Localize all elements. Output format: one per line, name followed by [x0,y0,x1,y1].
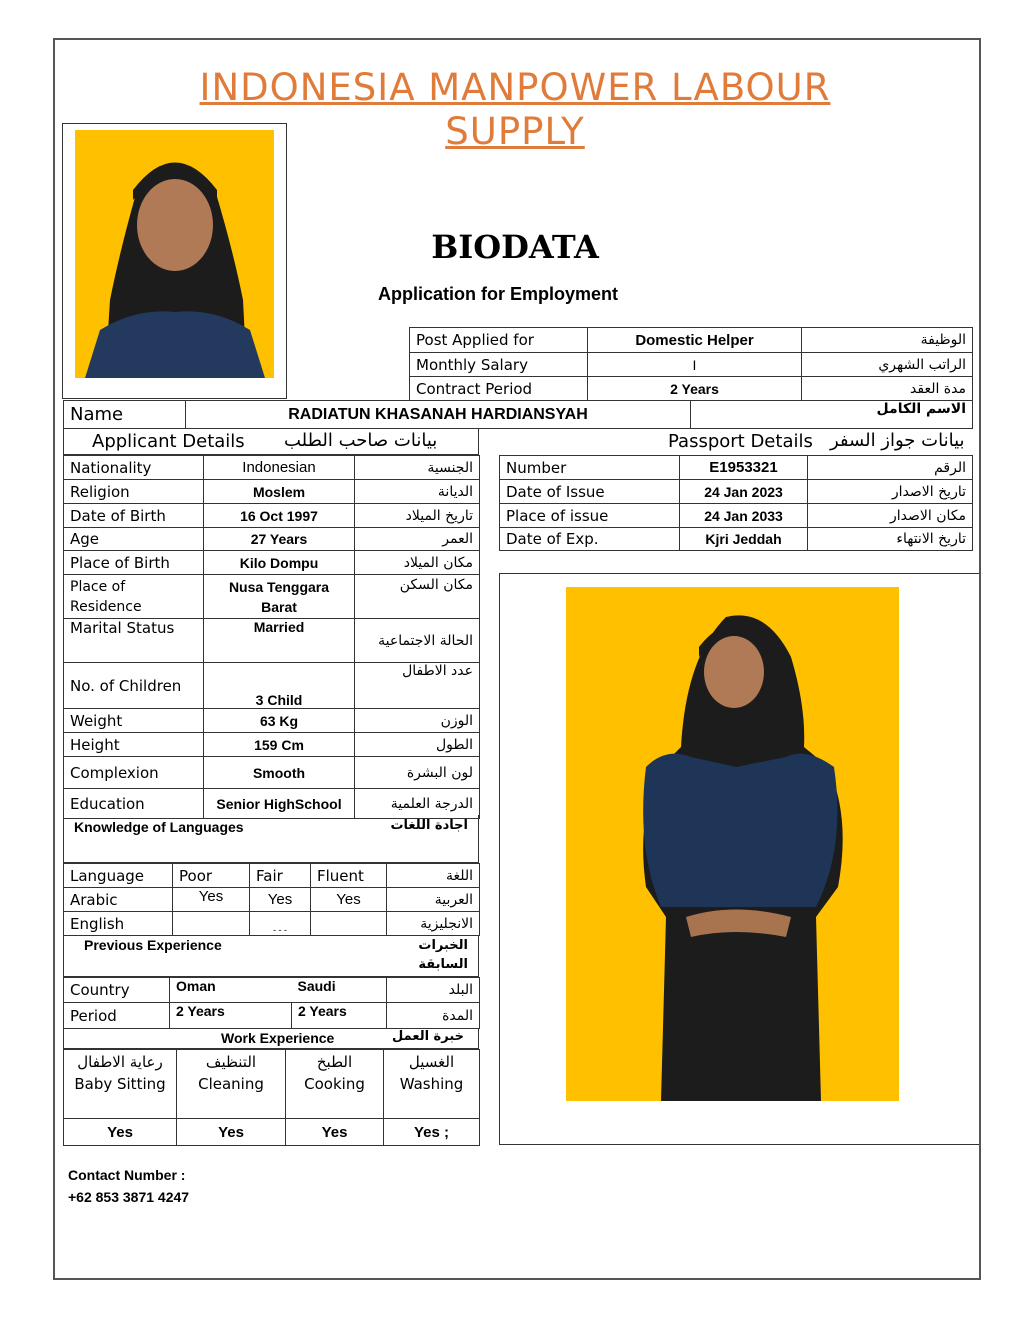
work-skill-arabic: رعاية الاطفال [77,1053,163,1071]
applicant-label: Marital Status [64,619,204,663]
passport-header-arabic: بيانات جواز السفر [830,430,965,451]
post-row [410,353,973,377]
applicant-arabic: تاريخ الميلاد [355,504,480,528]
applicant-row [64,789,480,819]
applicant-arabic: الحالة الاجتماعية [355,619,480,663]
applicant-arabic: الديانة [355,480,480,504]
post-label: Post Applied for [410,328,588,353]
name-value: RADIATUN KHASANAH HARDIANSYAH [186,401,691,429]
post-row [410,377,973,401]
work-skill-cooking [286,1050,384,1119]
experience-country-1: Oman [170,978,292,1003]
company-name-line1: INDONESIA MANPOWER LABOUR [199,66,831,109]
work-title: Work Experience [221,1030,335,1046]
applicant-row [64,575,480,619]
work-skills-row [64,1050,480,1119]
applicant-label: Date of Birth [64,504,204,528]
applicant-value: Nusa Tenggara Barat [204,575,355,619]
applicant-arabic: العمر [355,528,480,551]
applicant-table [63,455,480,819]
languages-title: Knowledge of Languages [74,819,244,835]
post-arabic: مدة العقد [802,377,973,401]
work-skill-babysitting [64,1050,177,1119]
applicant-label: Education [64,789,204,819]
contact-block [68,1164,189,1208]
passport-header-label: Passport Details [668,431,813,452]
work-title-arabic: خبرة العمل [392,1029,464,1044]
applicant-arabic: عدد الاطفال [355,663,480,709]
languages-header-cell: Fluent [311,864,387,888]
passport-arabic: تاريخ الاصدار [808,480,973,504]
applicant-arabic: الدرجة العلمية [355,789,480,819]
experience-row [64,978,480,1003]
applicant-header-arabic: بيانات صاحب الطلب [284,430,438,451]
applicant-row [64,663,480,709]
experience-table [63,977,480,1029]
applicant-label: Religion [64,480,204,504]
post-value: Domestic Helper [588,328,802,353]
applicant-value: 63 Kg [204,709,355,733]
post-arabic: الراتب الشهري [802,353,973,377]
post-value: 2 Years [588,377,802,401]
passport-label: Number [500,456,680,480]
applicant-value: Indonesian [204,456,355,480]
work-skill-washing [384,1050,480,1119]
passport-value: 24 Jan 2023 [680,480,808,504]
post-table [409,327,973,401]
work-skill-arabic: التنظيف [205,1053,257,1071]
experience-arabic: المدة [387,1003,480,1029]
languages-header-cell: Language [64,864,173,888]
applicant-row [64,504,480,528]
languages-row [64,888,480,912]
languages-header-cell: اللغة [387,864,480,888]
applicant-arabic: مكان الميلاد [355,551,480,575]
language-fair: Yes [250,888,311,912]
language-arabic: العربية [387,888,480,912]
experience-country-2: Saudi [292,978,387,1003]
passport-arabic: تاريخ الانتهاء [808,528,973,551]
experience-title-row [63,935,479,977]
passport-value: 24 Jan 2033 [680,504,808,528]
post-arabic: الوظيفة [802,328,973,353]
company-name-line2: SUPPLY [445,110,585,153]
applicant-row [64,709,480,733]
document-subtitle: Application for Employment [378,284,619,304]
applicant-row [64,551,480,575]
language-fair: - - - [250,912,311,936]
applicant-label: Weight [64,709,204,733]
applicant-value: 3 Child [204,663,355,709]
experience-label: Country [64,978,170,1003]
work-title-row [63,1028,479,1049]
languages-title-row [63,815,479,863]
language-name: English [64,912,173,936]
passport-row [500,504,973,528]
portrait-photo-frame [62,123,287,399]
work-values-row [64,1119,480,1146]
post-label: Contract Period [410,377,588,401]
work-skill-english: Cleaning [198,1075,264,1093]
contact-number: +62 853 3871 4247 [68,1189,190,1205]
applicant-value: Kilo Dompu [204,551,355,575]
applicant-label: No. of Children [64,663,204,709]
work-value: Yes [64,1119,177,1146]
document-title: BIODATA [431,228,599,266]
passport-arabic: الرقم [808,456,973,480]
languages-table [63,863,480,936]
applicant-row [64,456,480,480]
applicant-row [64,528,480,551]
languages-header-cell: Fair [250,864,311,888]
applicant-row [64,733,480,757]
applicant-value: Moslem [204,480,355,504]
applicant-header [63,428,479,455]
passport-table [499,455,973,551]
applicant-label: Age [64,528,204,551]
applicant-label: Complexion [64,757,204,789]
post-label: Monthly Salary [410,353,588,377]
applicant-value: Smooth [204,757,355,789]
work-value: Yes ; [384,1119,480,1146]
work-skill-english: Washing [399,1075,464,1093]
work-value: Yes [177,1119,286,1146]
passport-row [500,480,973,504]
applicant-header-label: Applicant Details [92,431,245,452]
applicant-label: Place of Birth [64,551,204,575]
portrait-photo [75,130,274,378]
passport-row [500,528,973,551]
work-value: Yes [286,1119,384,1146]
language-poor: Yes [173,888,250,912]
full-body-photo [566,587,899,1101]
passport-label: Date of Exp. [500,528,680,551]
applicant-arabic: الطول [355,733,480,757]
applicant-label: Height [64,733,204,757]
language-fluent [311,912,387,936]
applicant-label: Place of Residence [64,575,204,619]
applicant-arabic: الوزن [355,709,480,733]
experience-title: Previous Experience [84,937,222,953]
languages-header-row [64,864,480,888]
language-name: Arabic [64,888,173,912]
work-skill-arabic: الطبخ [316,1053,353,1071]
applicant-arabic: لون البشرة [355,757,480,789]
experience-period-1: 2 Years [170,1003,292,1029]
applicant-row [64,757,480,789]
experience-row [64,1003,480,1029]
languages-row [64,912,480,936]
applicant-value: Senior HighSchool [204,789,355,819]
name-label: Name [64,401,186,429]
work-skill-english: Cooking [304,1075,365,1093]
work-skill-cleaning [177,1050,286,1119]
work-table [63,1049,480,1146]
passport-value: Kjri Jeddah [680,528,808,551]
applicant-arabic: مكان السكن [355,575,480,619]
contact-label: Contact Number : [68,1167,186,1183]
applicant-value: 16 Oct 1997 [204,504,355,528]
name-arabic: الاسم الكامل [691,401,973,429]
applicant-row [64,619,480,663]
passport-arabic: مكان الاصدار [808,504,973,528]
experience-period-2: 2 Years [292,1003,387,1029]
passport-row [500,456,973,480]
post-row [410,328,973,353]
post-value: I [588,353,802,377]
experience-arabic: البلد [387,978,480,1003]
applicant-value: 159 Cm [204,733,355,757]
applicant-label: Nationality [64,456,204,480]
language-poor [173,912,250,936]
language-arabic: الانجليزية [387,912,480,936]
languages-title-arabic: اجادة اللغات [390,818,468,833]
passport-label: Date of Issue [500,480,680,504]
experience-title-arabic: الخبرات السابقة [418,938,468,972]
passport-value: E1953321 [680,456,808,480]
applicant-row [64,480,480,504]
passport-label: Place of issue [500,504,680,528]
applicant-value: 27 Years [204,528,355,551]
name-table [63,400,973,429]
languages-header-cell: Poor [173,864,250,888]
applicant-value: Married [204,619,355,663]
work-skill-arabic: الغسيل [408,1053,455,1071]
language-fluent: Yes [311,888,387,912]
experience-label: Period [64,1003,170,1029]
work-skill-english: Baby Sitting [74,1075,166,1093]
applicant-arabic: الجنسية [355,456,480,480]
